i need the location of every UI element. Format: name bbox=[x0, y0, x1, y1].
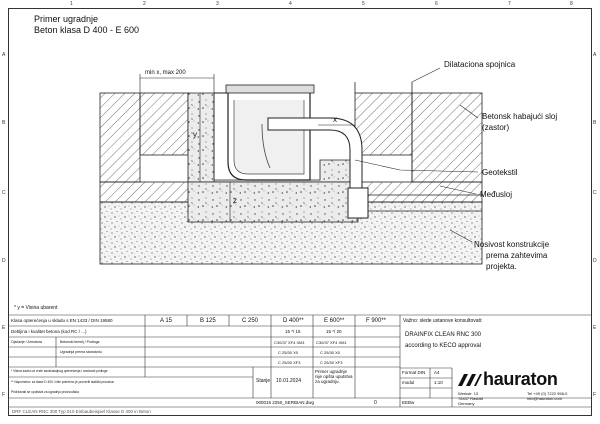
border-letter: E bbox=[593, 325, 597, 331]
border-letter: E bbox=[2, 325, 6, 331]
border-letter: B bbox=[2, 120, 6, 126]
footnote: * y = Visina ubarent bbox=[14, 305, 58, 311]
dims-d400: 15 */ 15 bbox=[285, 329, 301, 334]
class-d400: D 400** bbox=[283, 318, 304, 324]
dims-e600: 15 */ 20 bbox=[326, 329, 342, 334]
drawing-subtitle: Beton klasa D 400 - E 600 bbox=[34, 25, 140, 35]
border-letter: A bbox=[2, 52, 6, 58]
row-label: Ojačanje / Armatura bbox=[11, 340, 42, 344]
thickness-header: Debljina i kvalitet betona (kod RC / ...) bbox=[11, 329, 87, 334]
format-label: Format DIN bbox=[402, 370, 426, 375]
modul-value: 1:10 bbox=[434, 380, 443, 385]
concrete-e600: C30/37 XF4 XM1 bbox=[316, 340, 347, 345]
format-value: A4 bbox=[434, 370, 440, 375]
company-address: 76437 Rastatt bbox=[458, 396, 483, 401]
note: * Visina zavisi od vrste saobraćajnog opterećenja i nosivosti podloge bbox=[11, 369, 108, 373]
load-class-header: Klasa opterećenja u skladu s EN 1433 / DIN 19580 bbox=[11, 318, 113, 323]
approval-note: according to KECO approval bbox=[405, 343, 482, 349]
company-web: info@hauraton.com bbox=[527, 396, 562, 401]
rebar-d400: C 25/30 X0 bbox=[278, 350, 299, 355]
company-phone: Tel +49 (0) 7222 958-0 bbox=[527, 391, 568, 396]
callout-geotextile: Geotekstil bbox=[482, 168, 518, 177]
drawing-title: Primer ugradnje bbox=[34, 14, 99, 24]
dimension-min-max: min x, max 200 bbox=[145, 70, 186, 76]
class-a15: A 15 bbox=[160, 318, 173, 324]
rebar-e600: C 25/30 X0 bbox=[320, 350, 341, 355]
installation-remark: Primer ugradnje nije opšta uputstva za ugradnju. bbox=[315, 369, 353, 384]
callout-bearing-capacity-3: projekta. bbox=[486, 262, 517, 271]
border-letter: D bbox=[593, 258, 597, 264]
border-letter: F bbox=[2, 392, 6, 398]
border-letter: C bbox=[593, 190, 597, 196]
company-address: Germany bbox=[458, 401, 475, 406]
callout-bearing-capacity: Nosivost konstrukcije bbox=[474, 240, 550, 249]
border-letter: B bbox=[593, 120, 597, 126]
company-address: Werkstr. 13 bbox=[458, 391, 479, 396]
dimension-x: x bbox=[333, 115, 337, 124]
dimension-z: z bbox=[233, 196, 237, 205]
border-number: 7 bbox=[508, 1, 511, 7]
border-number: 8 bbox=[570, 1, 573, 7]
border-letter: F bbox=[593, 392, 597, 398]
modul-label: modul bbox=[402, 380, 415, 385]
company-logo: hauraton bbox=[483, 369, 558, 389]
dimension-y: y bbox=[193, 130, 197, 139]
callout-dilatation-joint: Dilataciona spojnica bbox=[444, 60, 516, 69]
hauraton-logo-mark-icon bbox=[456, 372, 482, 388]
revision: 0 bbox=[374, 400, 377, 406]
border-letter: A bbox=[593, 52, 597, 58]
note: Pridržavati se uputstva za ugradnju proizvođača bbox=[11, 390, 79, 394]
class-e600: E 600** bbox=[324, 318, 345, 324]
border-number: 6 bbox=[435, 1, 438, 7]
callout-intermediate-layer: Međusloj bbox=[480, 190, 513, 199]
border-letter: C bbox=[2, 190, 6, 196]
class-b125: B 125 bbox=[200, 318, 216, 324]
border-number: 5 bbox=[362, 1, 365, 7]
consult-note: Važno: slede ustanove konsultovati: bbox=[403, 318, 483, 324]
border-number: 4 bbox=[289, 1, 292, 7]
row-label: Ugradnja prema standardu bbox=[60, 350, 102, 354]
base-d400: C 25/30 XF3 bbox=[278, 360, 301, 365]
callout-concrete-surface-2: (zastor) bbox=[482, 123, 510, 132]
callout-concrete-surface: Betonsk habajući sloj bbox=[482, 112, 558, 121]
callout-bearing-capacity-2: prema zahtevima bbox=[486, 251, 548, 260]
concrete-d400: C30/37 XF4 XM1 bbox=[274, 340, 305, 345]
product-name: DRAINFIX CLEAN RNC 300 bbox=[405, 332, 482, 338]
note: ** Napomena: za klase D 400 i više potrebno je proveriti statički proračun bbox=[11, 380, 115, 384]
date-label: Stanje bbox=[256, 378, 271, 384]
class-f900: F 900** bbox=[366, 318, 387, 324]
border-number: 3 bbox=[216, 1, 219, 7]
reference-code: 000015 2250_SERBIAN.dwg bbox=[256, 400, 315, 405]
class-c250: C 250 bbox=[242, 318, 259, 324]
border-number: 2 bbox=[143, 1, 146, 7]
border-number: 1 bbox=[70, 1, 73, 7]
border-letter: D bbox=[2, 258, 6, 264]
sheet-code: EEBw bbox=[402, 400, 415, 405]
footer-description: DRF CLEAN RNC 300 Typ 010 Einbaubeispiel Klasse D 400 in Beton bbox=[12, 409, 151, 414]
date-value: 10.01.2024 bbox=[276, 378, 302, 384]
row-label: Betonski temelj / Podloga bbox=[60, 340, 100, 344]
base-e600: C 25/30 XF3 bbox=[320, 360, 343, 365]
